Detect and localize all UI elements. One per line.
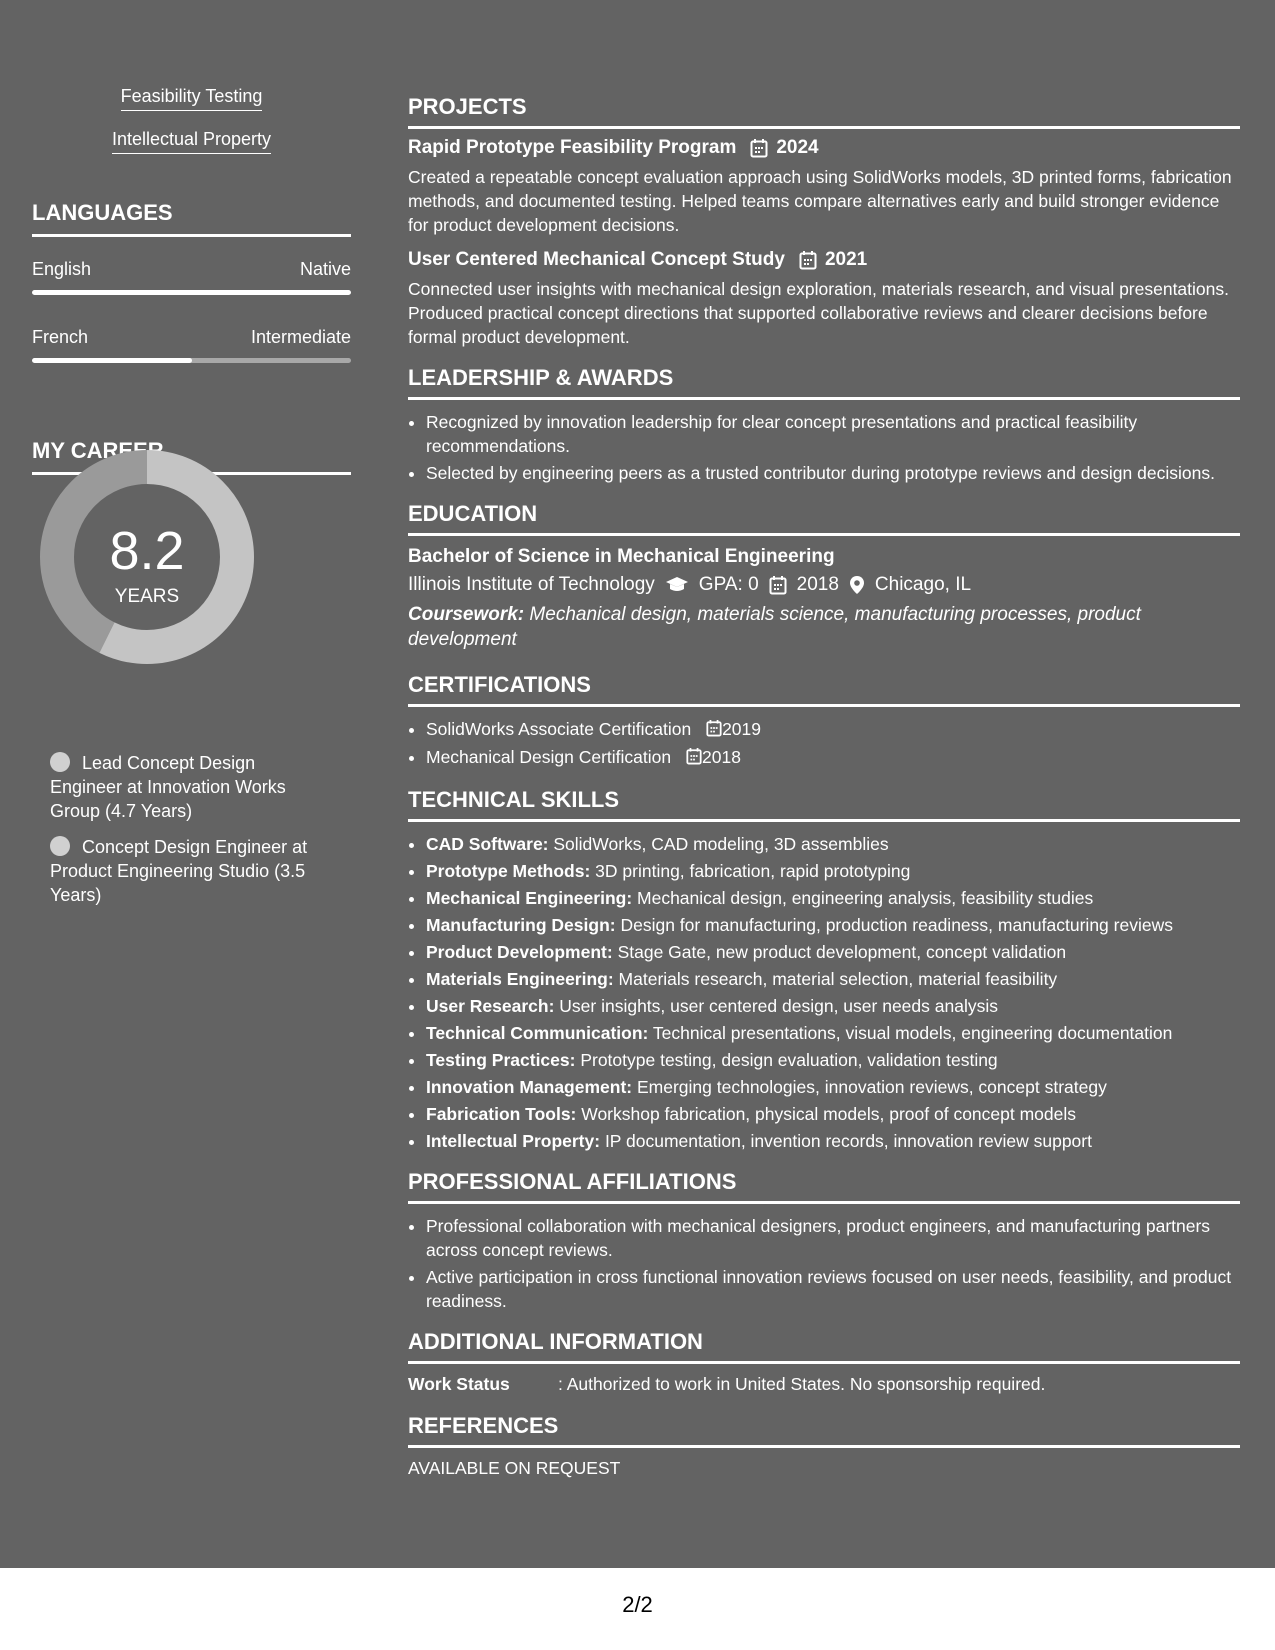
skill-item: • Fabrication Tools: Workshop fabrication, physical models, proof of concept models [426,1102,1240,1126]
affiliations-heading: PROFESSIONAL AFFILIATIONS [408,1169,1240,1204]
education-heading: EDUCATION [408,501,1240,536]
language-level: Intermediate [250,327,351,347]
leadership-heading: LEADERSHIP & AWARDS [408,365,1240,400]
skill-item: • Product Development: Stage Gate, new product development, concept validation [426,940,1240,964]
calendar-icon [750,138,768,158]
languages-heading: LANGUAGES [32,200,351,237]
list-item: • Recognized by innovation leadership for clear concept presentations and practical feasibility recommendations. [426,410,1240,458]
skill-item: • User Research: User insights, user centered design, user needs analysis [426,994,1240,1018]
school: Illinois Institute of Technology [408,574,655,595]
skill-item: • Manufacturing Design: Design for manufacturing, production readiness, manufacturing reviews [426,913,1240,937]
calendar-icon [799,250,817,270]
legend-dot [50,836,70,856]
work-status [408,1374,1240,1395]
list-item: • Selected by engineering peers as a trusted contributor during prototype reviews and design decisions. [426,461,1240,485]
additional-heading: ADDITIONAL INFORMATION [408,1329,1240,1364]
affiliations-list [408,1214,1240,1313]
skill-item: • CAD Software: SolidWorks, CAD modeling, 3D assemblies [426,832,1240,856]
language-name: English [32,259,92,279]
list-item: • Professional collaboration with mechanical designers, product engineers, and manufacturing partners across concept reviews. [426,1214,1240,1262]
certification-item: • Mechanical Design Certification 2018 [426,745,1240,771]
projects-heading: PROJECTS [408,94,1240,129]
skills-list [408,832,1240,1153]
skill-item: • Prototype Methods: 3D printing, fabrication, rapid prototyping [426,859,1240,883]
project-desc: Connected user insights with mechanical design exploration, materials research, and visual presentations. Produced practical concept directions that supported collaborative reviews and clearer decisions before formal product development. [408,279,1229,347]
skill-link-ip[interactable]: Intellectual Property [32,129,351,154]
career-heading: MY CAREER [32,438,351,475]
project-desc: Created a repeatable concept evaluation approach using SolidWorks models, 3D printed forms, fabrication methods, and documented testing. Helped teams compare alternatives early and build stronger evidence for product development decisions. [408,167,1232,235]
certifications-heading: CERTIFICATIONS [408,672,1240,707]
career-item: Concept Design Engineer at Product Engineering Studio (3.5 Years) [50,837,308,905]
calendar-icon [706,721,722,741]
skill-item: • Innovation Management: Emerging technologies, innovation reviews, concept strategy [426,1075,1240,1099]
career-total: 8.2 [109,521,185,581]
skill-link-feasibility[interactable]: Feasibility Testing [32,86,351,111]
graduation-cap-icon [665,576,689,594]
coursework: Coursework: Mechanical design, materials science, manufacturing processes, product development [408,604,1141,650]
skill-item: • Technical Communication: Technical presentations, visual models, engineering documentation [426,1021,1240,1045]
list-item: • Active participation in cross functional innovation reviews focused on user needs, feasibility, and product readiness. [426,1265,1240,1313]
language-level: Native [299,259,351,279]
skill-item: • Mechanical Engineering: Mechanical design, engineering analysis, feasibility studies [426,886,1240,910]
leadership-list [408,410,1240,485]
project-year: 2024 [776,137,819,158]
legend-dot [50,752,70,772]
references-heading: REFERENCES [408,1413,1240,1448]
project-item [408,249,1240,349]
language-name: French [32,327,89,347]
location-pin-icon [849,575,865,595]
skill-item: • Materials Engineering: Materials research, material selection, material feasibility [426,967,1240,991]
skill-item: • Testing Practices: Prototype testing, design evaluation, validation testing [426,1048,1240,1072]
calendar-icon [686,749,702,769]
skills-heading: TECHNICAL SKILLS [408,787,1240,822]
project-item [408,137,1240,237]
language-bar [32,358,351,363]
skill-item: • Intellectual Property: IP documentation, invention records, innovation review support [426,1129,1240,1153]
calendar-icon [769,575,787,595]
career-donut-chart [34,444,260,670]
work-status-value: : Authorized to work in United States. No sponsorship required. [558,1374,1046,1394]
career-unit: YEARS [114,586,180,607]
language-english [32,259,351,295]
degree: Bachelor of Science in Mechanical Engineering [408,546,835,567]
location: Chicago, IL [874,574,972,595]
page-number: 2/2 [622,1592,653,1617]
career-item: Lead Concept Design Engineer at Innovation Works Group (4.7 Years) [50,753,286,821]
language-bar [32,290,351,295]
project-title: User Centered Mechanical Concept Study [408,249,785,270]
work-status-label: Work Status [408,1374,510,1394]
project-title: Rapid Prototype Feasibility Program [408,137,737,158]
graduation-year: 2018 [796,574,839,595]
certification-item: • SolidWorks Associate Certification 2019 [426,717,1240,743]
certifications-list [408,717,1240,771]
education-details [408,574,1240,596]
language-french [32,327,351,363]
project-year: 2021 [824,249,868,270]
gpa: GPA: 0 [698,574,759,595]
references-text: AVAILABLE ON REQUEST [408,1458,621,1478]
right-column [408,94,1240,1479]
